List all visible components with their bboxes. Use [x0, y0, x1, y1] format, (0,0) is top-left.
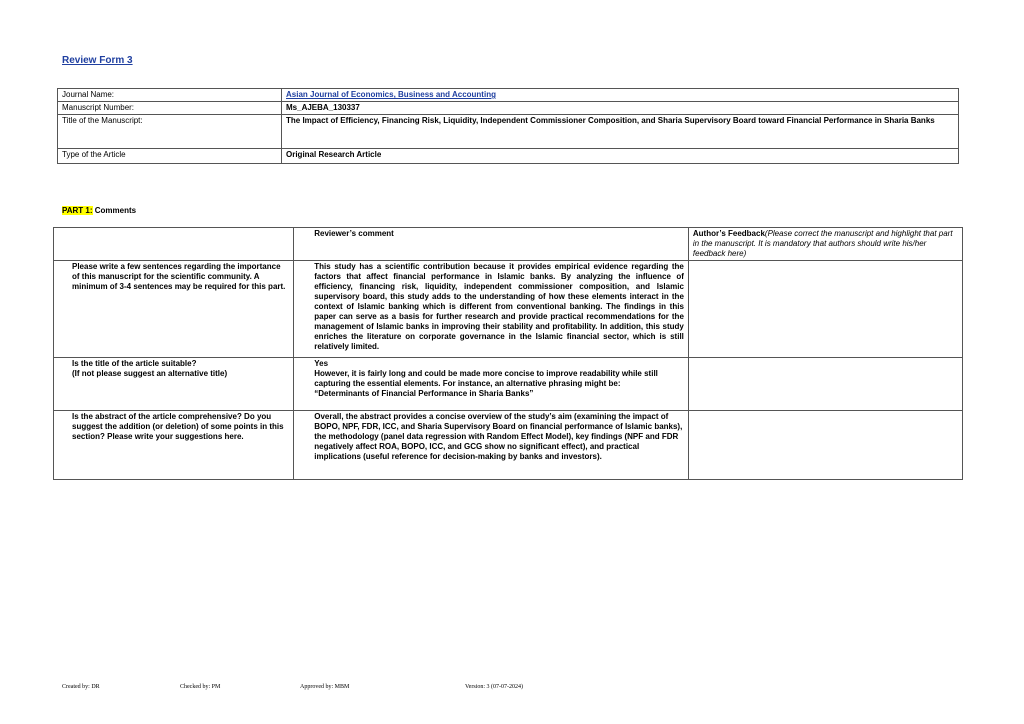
article-type-value: Original Research Article — [282, 149, 959, 164]
form-title: Review Form 3 — [62, 55, 133, 66]
question-line: (If not please suggest an alternative title) — [72, 369, 228, 378]
manuscript-number-label: Manuscript Number: — [58, 102, 282, 115]
journal-name-value — [282, 89, 959, 102]
comment-line: “Determinants of Financial Performance in Sharia Banks” — [314, 389, 534, 398]
author-feedback-cell[interactable] — [688, 358, 962, 411]
table-row — [58, 115, 959, 149]
reviewer-comment-cell: Overall, the abstract provides a concise overview of the study’s aim (examining the impact of BOPO, NPF, FDR, ICC, and Sharia Supervisory Board on financial performance of Islamic banks), the methodology (panel data regression with Random Effect Model), key findings (NPF and FDR negatively affect ROA, BOPO, ICC, and GCG show no significant effect), and practical implications (useful reference for decision-making by banks and investors). — [294, 411, 689, 480]
question-cell: Is the abstract of the article comprehensive? Do you suggest the addition (or deletion) of some points in this section? Please write your suggestions here. — [54, 411, 294, 480]
part-label: PART 1: — [62, 206, 93, 215]
comment-line: Yes — [314, 359, 329, 368]
table-row — [58, 102, 959, 115]
article-type-label: Type of the Article — [58, 149, 282, 164]
reviewer-comment-cell — [294, 358, 689, 411]
author-feedback-header — [688, 228, 962, 261]
author-feedback-instruction: (Please correct the manuscript and highlight that part in the manuscript. It is mandatory that authors should write his/her feedback here) — [692, 229, 953, 258]
table-row — [54, 358, 963, 411]
part-title: Comments — [94, 206, 137, 215]
footer-created: Created by: DR — [62, 684, 100, 690]
comment-line: However, it is fairly long and could be made more concise to improve readability while still capturing the essential elements. For instance, an alternative phrasing might be: — [314, 369, 658, 388]
manuscript-number-value: Ms_AJEBA_130337 — [282, 102, 959, 115]
reviewer-comment-header: Reviewer’s comment — [294, 228, 689, 261]
manuscript-title-value: The Impact of Efficiency, Financing Risk, Liquidity, Independent Commissioner Composition, and Sharia Supervisory Board toward Financial Performance in Sharia Banks — [282, 115, 959, 149]
manuscript-title-label: Title of the Manuscript: — [58, 115, 282, 149]
author-feedback-title: Author’s Feedback — [692, 229, 765, 238]
manuscript-info-table — [57, 88, 959, 164]
part-heading — [62, 206, 136, 215]
journal-name-label: Journal Name: — [58, 89, 282, 102]
table-row — [54, 261, 963, 358]
table-row — [58, 89, 959, 102]
table-row — [58, 149, 959, 164]
author-feedback-cell[interactable] — [688, 261, 962, 358]
table-row — [54, 411, 963, 480]
comments-table — [53, 227, 963, 480]
table-header-row — [54, 228, 963, 261]
footer-version: Version: 3 (07-07-2024) — [465, 684, 523, 690]
question-cell — [54, 358, 294, 411]
reviewer-comment-cell: This study has a scientific contribution because it provides empirical evidence regarding the factors that affect financial performance in Islamic banks. By analyzing the influence of efficiency, financing risk, liquidity, independent commissioner composition, and Islamic supervisory board, this study adds to the understanding of how these elements interact in the context of Islamic banking which is different from conventional banking. The findings in this paper can serve as a basis for further research and provide practical recommendations for the management of Islamic banks in improving their stability and profitability. In addition, this study enriches the literature on corporate governance in the Islamic financial sector, which is still relatively limited. — [294, 261, 689, 358]
question-cell: Please write a few sentences regarding the importance of this manuscript for the scientific community. A minimum of 3-4 sentences may be required for this part. — [54, 261, 294, 358]
journal-name-link[interactable]: Asian Journal of Economics, Business and Accounting — [286, 90, 496, 99]
question-header — [54, 228, 294, 261]
footer-checked: Checked by: PM — [180, 684, 221, 690]
author-feedback-cell[interactable] — [688, 411, 962, 480]
question-line: Is the title of the article suitable? — [72, 359, 197, 368]
footer-approved: Approved by: MBM — [300, 684, 350, 690]
